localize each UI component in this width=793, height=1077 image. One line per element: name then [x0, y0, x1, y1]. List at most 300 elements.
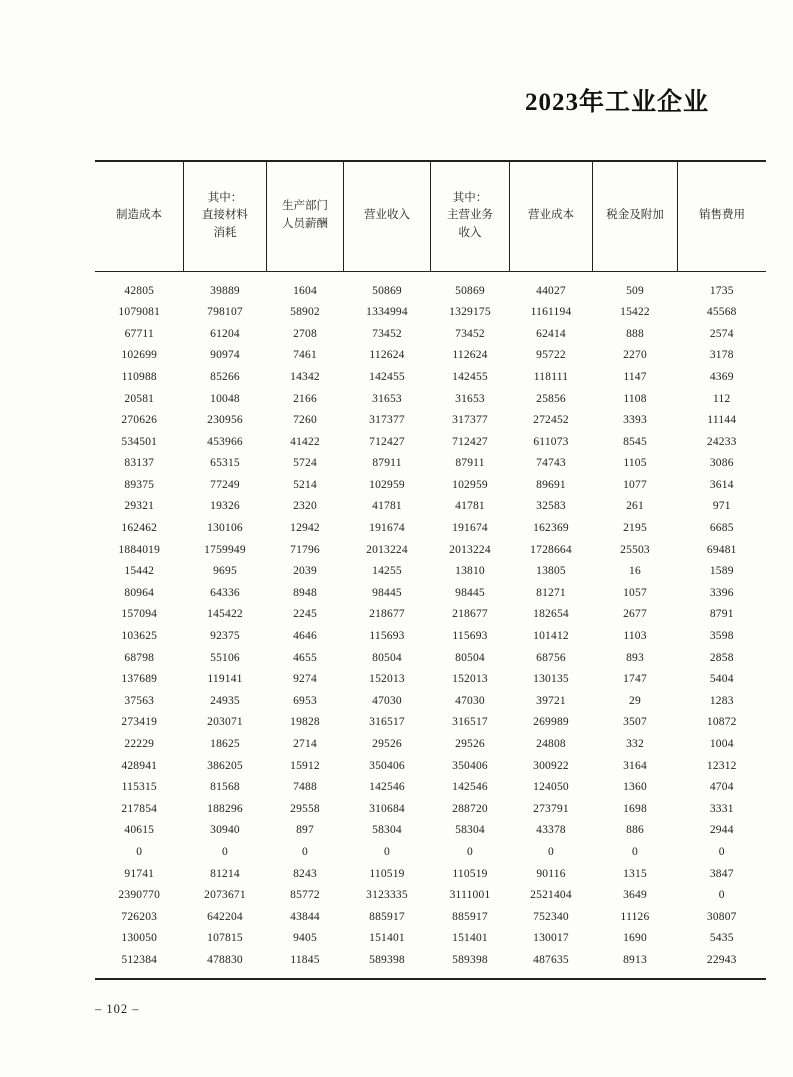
table-cell: 6685 — [709, 522, 734, 535]
table-cell: 893 — [626, 651, 644, 664]
table-cell: 589398 — [452, 953, 488, 966]
table-cell: 2166 — [293, 392, 317, 405]
table-cell: 98445 — [455, 586, 485, 599]
table-cell: 3164 — [623, 759, 647, 772]
table-cell: 151401 — [369, 932, 405, 945]
table-cell: 611073 — [533, 435, 569, 448]
table-cell: 1004 — [709, 738, 734, 751]
table-cell: 191674 — [369, 522, 405, 535]
table-cell: 110519 — [452, 867, 488, 880]
table-cell: 712427 — [452, 435, 488, 448]
table-cell: 0 — [467, 845, 473, 858]
table-cell: 50869 — [372, 284, 402, 297]
table-cell: 317377 — [369, 414, 405, 427]
table-cell: 1057 — [623, 586, 647, 599]
table-row — [95, 756, 766, 778]
table-cell: 182654 — [533, 608, 569, 621]
table-cell: 71796 — [290, 543, 320, 556]
table-cell: 157094 — [121, 608, 158, 621]
table-cell: 310684 — [369, 802, 405, 815]
table-cell: 112624 — [452, 349, 488, 362]
table-row — [95, 669, 766, 691]
table-cell: 350406 — [452, 759, 488, 772]
table-cell: 68756 — [536, 651, 566, 664]
table-row — [95, 820, 766, 842]
table-cell: 386205 — [207, 759, 243, 772]
table-cell: 2073671 — [204, 889, 246, 902]
table-cell: 12942 — [290, 522, 320, 535]
table-cell: 145422 — [207, 608, 243, 621]
table-cell: 1759949 — [204, 543, 246, 556]
table-cell: 10872 — [706, 716, 737, 729]
table-cell: 11144 — [707, 414, 737, 427]
table-cell: 20581 — [124, 392, 155, 405]
table-cell: 29321 — [124, 500, 155, 513]
table-cell: 142455 — [452, 370, 488, 383]
table-cell: 712427 — [369, 435, 405, 448]
table-cell: 1077 — [623, 478, 647, 491]
table-cell: 5724 — [293, 457, 317, 470]
table-cell: 151401 — [452, 932, 488, 945]
table-cell: 1105 — [623, 457, 647, 470]
table-cell: 69481 — [706, 543, 737, 556]
table-cell: 9695 — [213, 565, 237, 578]
table-row — [95, 777, 766, 799]
table-cell: 752340 — [533, 910, 569, 923]
table-cell: 269989 — [533, 716, 569, 729]
table-cell: 89375 — [124, 478, 155, 491]
table-row — [95, 648, 766, 670]
table-cell: 81214 — [210, 867, 240, 880]
table-cell: 130017 — [533, 932, 569, 945]
table-row — [95, 561, 766, 583]
column-header-operating-cost: 营业成本 — [510, 161, 593, 271]
table-cell: 7488 — [293, 781, 317, 794]
table-cell: 15422 — [620, 306, 650, 319]
table-cell: 22943 — [706, 953, 737, 966]
table-cell: 130135 — [533, 673, 569, 686]
table-cell: 115693 — [369, 630, 405, 643]
table-row — [95, 583, 766, 605]
table-cell: 0 — [632, 845, 638, 858]
table-cell: 112 — [713, 392, 731, 405]
table-cell: 3393 — [623, 414, 647, 427]
table-cell: 87911 — [455, 457, 485, 470]
table-cell: 85266 — [210, 370, 240, 383]
table-cell: 1728664 — [530, 543, 572, 556]
table-cell: 2270 — [623, 349, 647, 362]
column-header-direct-material-consumption: 其中： 直接材料 消耗 — [184, 161, 267, 271]
table-cell: 1735 — [709, 284, 734, 297]
table-cell: 2195 — [623, 522, 647, 535]
table-cell: 1884019 — [118, 543, 161, 556]
table-cell: 30940 — [210, 824, 240, 837]
table-cell: 428941 — [121, 759, 158, 772]
table-cell: 14255 — [372, 565, 402, 578]
table-cell: 58902 — [290, 306, 320, 319]
table-cell: 217854 — [121, 802, 158, 815]
table-cell: 58304 — [455, 824, 485, 837]
table-cell: 453966 — [207, 435, 243, 448]
table-cell: 41422 — [290, 435, 320, 448]
table-cell: 103625 — [121, 630, 158, 643]
table-cell: 92375 — [210, 630, 240, 643]
table-cell: 30807 — [706, 910, 737, 923]
table-row — [95, 324, 766, 346]
table-cell: 3507 — [623, 716, 647, 729]
column-header-manufacturing-cost: 制造成本 — [95, 161, 184, 271]
table-row — [95, 271, 766, 302]
table-cell: 43378 — [536, 824, 566, 837]
table-cell: 115315 — [121, 781, 157, 794]
table-row — [95, 540, 766, 562]
table-row — [95, 799, 766, 821]
table-cell: 58304 — [372, 824, 402, 837]
table-cell: 118111 — [533, 370, 569, 383]
table-cell: 9405 — [293, 932, 317, 945]
table-cell: 101412 — [533, 630, 569, 643]
table-cell: 3178 — [709, 349, 734, 362]
table-cell: 0 — [384, 845, 390, 858]
table-cell: 15912 — [290, 759, 320, 772]
table-cell: 4369 — [709, 370, 734, 383]
table-cell: 90974 — [210, 349, 240, 362]
table-cell: 3086 — [709, 457, 734, 470]
table-cell: 2320 — [293, 500, 317, 513]
column-header-operating-revenue: 营业收入 — [344, 161, 431, 271]
table-row — [95, 734, 766, 756]
table-cell: 8948 — [293, 586, 317, 599]
table-row — [95, 475, 766, 497]
table-cell: 0 — [222, 845, 228, 858]
table-cell: 897 — [296, 824, 314, 837]
table-cell: 8913 — [623, 953, 647, 966]
table-cell: 13810 — [455, 565, 485, 578]
table-cell: 2390770 — [118, 889, 161, 902]
table-cell: 0 — [302, 845, 308, 858]
table-cell: 7260 — [293, 414, 317, 427]
table-cell: 43844 — [290, 910, 320, 923]
table-cell: 888 — [626, 327, 644, 340]
table-cell: 218677 — [369, 608, 405, 621]
table-cell: 288720 — [452, 802, 488, 815]
table-header-row — [95, 161, 766, 271]
table-cell: 971 — [712, 500, 731, 513]
table-cell: 4655 — [293, 651, 317, 664]
statistics-table — [95, 160, 766, 980]
table-cell: 9274 — [293, 673, 317, 686]
table-cell: 1360 — [623, 781, 647, 794]
table-cell: 115693 — [452, 630, 488, 643]
table-cell: 12312 — [706, 759, 737, 772]
table-row — [95, 626, 766, 648]
table-cell: 316517 — [452, 716, 488, 729]
table-cell: 137689 — [121, 673, 158, 686]
table-cell: 39721 — [536, 694, 566, 707]
table-cell: 162369 — [533, 522, 569, 535]
table-cell: 44027 — [536, 284, 566, 297]
table-cell: 726203 — [121, 910, 158, 923]
table-cell: 8791 — [709, 608, 734, 621]
table-cell: 32583 — [536, 500, 566, 513]
column-header-production-staff-compensation: 生产部门 人员薪酬 — [267, 161, 344, 271]
table-cell: 73452 — [372, 327, 402, 340]
table-cell: 188296 — [207, 802, 243, 815]
table-cell: 1283 — [709, 694, 734, 707]
table-cell: 81271 — [536, 586, 566, 599]
table-cell: 3331 — [709, 802, 734, 815]
table-row — [95, 928, 766, 950]
table-cell: 478830 — [207, 953, 243, 966]
table-cell: 4646 — [293, 630, 317, 643]
table-cell: 2013224 — [366, 543, 408, 556]
table-cell: 62414 — [536, 327, 566, 340]
table-cell: 3614 — [709, 478, 734, 491]
table-cell: 18625 — [210, 738, 240, 751]
table-cell: 512384 — [121, 953, 158, 966]
table-cell: 316517 — [369, 716, 405, 729]
table-cell: 87911 — [372, 457, 402, 470]
table-cell: 7461 — [293, 349, 317, 362]
table-cell: 272452 — [533, 414, 569, 427]
table-cell: 50869 — [455, 284, 485, 297]
table-cell: 102959 — [452, 478, 488, 491]
table-cell: 2677 — [623, 608, 647, 621]
table-cell: 11845 — [290, 953, 320, 966]
table-row — [95, 367, 766, 389]
table-cell: 487635 — [533, 953, 569, 966]
page-title: 2023年工业企业 — [524, 89, 709, 116]
table-cell: 81568 — [210, 781, 240, 794]
table-cell: 142546 — [369, 781, 405, 794]
table-cell: 3649 — [623, 889, 647, 902]
table-cell: 2714 — [293, 738, 317, 751]
table-cell: 112624 — [369, 349, 405, 362]
table-cell: 37563 — [124, 694, 155, 707]
table-cell: 45568 — [706, 306, 737, 319]
table-row — [95, 691, 766, 713]
table-cell: 5404 — [709, 673, 734, 686]
table-cell: 142546 — [452, 781, 488, 794]
table-cell: 2039 — [293, 565, 317, 578]
table-cell: 2708 — [293, 327, 317, 340]
table-cell: 162462 — [121, 522, 158, 535]
table-cell: 203071 — [207, 716, 243, 729]
table-row — [95, 842, 766, 864]
table-header — [95, 161, 766, 271]
table-cell: 1147 — [623, 370, 647, 383]
table-cell: 13805 — [536, 565, 566, 578]
table-cell: 1747 — [623, 673, 647, 686]
table-cell: 885917 — [369, 910, 405, 923]
table-cell: 29526 — [455, 738, 485, 751]
table-cell: 31653 — [372, 392, 402, 405]
table-cell: 0 — [136, 845, 143, 858]
table-cell: 65315 — [210, 457, 240, 470]
table-cell: 24233 — [706, 435, 737, 448]
table-cell: 317377 — [452, 414, 488, 427]
table-cell: 1161194 — [530, 306, 572, 319]
table-cell: 1329175 — [449, 306, 491, 319]
table-cell: 67711 — [124, 327, 154, 340]
table-cell: 15442 — [124, 565, 155, 578]
table-cell: 0 — [548, 845, 554, 858]
table-row — [95, 410, 766, 432]
table-cell: 273791 — [533, 802, 569, 815]
table-cell: 11126 — [620, 910, 650, 923]
table-cell: 8243 — [293, 867, 317, 880]
table-row — [95, 518, 766, 540]
table-cell: 3396 — [709, 586, 734, 599]
table-cell: 2574 — [709, 327, 734, 340]
table-cell: 19828 — [290, 716, 320, 729]
table-cell: 0 — [718, 889, 725, 902]
table-cell: 80504 — [372, 651, 402, 664]
table-cell: 89691 — [536, 478, 566, 491]
table-cell: 1604 — [293, 284, 317, 297]
table-cell: 1315 — [623, 867, 647, 880]
table-row — [95, 388, 766, 410]
table-cell: 14342 — [290, 370, 320, 383]
table-cell: 589398 — [369, 953, 405, 966]
table-cell: 73452 — [455, 327, 485, 340]
table-cell: 152013 — [452, 673, 488, 686]
table-cell: 68798 — [124, 651, 155, 664]
table-cell: 19326 — [210, 500, 240, 513]
table-row — [95, 885, 766, 907]
table-cell: 0 — [718, 845, 725, 858]
table-cell: 29526 — [372, 738, 402, 751]
table-cell: 110988 — [121, 370, 157, 383]
table-cell: 798107 — [207, 306, 243, 319]
table-cell: 24808 — [536, 738, 566, 751]
table-cell: 218677 — [452, 608, 488, 621]
table-cell: 300922 — [533, 759, 569, 772]
table-cell: 98445 — [372, 586, 402, 599]
table-cell: 74743 — [536, 457, 566, 470]
table-cell: 110519 — [369, 867, 405, 880]
table-cell: 85772 — [290, 889, 320, 902]
table-cell: 273419 — [121, 716, 158, 729]
table-cell: 29558 — [290, 802, 320, 815]
table-cell: 95722 — [536, 349, 566, 362]
table-cell: 91741 — [124, 867, 155, 880]
table-cell: 31653 — [455, 392, 485, 405]
table-cell: 22229 — [124, 738, 155, 751]
table-cell: 1103 — [623, 630, 647, 643]
table-row — [95, 453, 766, 475]
table-cell: 40615 — [124, 824, 155, 837]
table-cell: 1589 — [709, 565, 734, 578]
table-row — [95, 864, 766, 886]
table-cell: 64336 — [210, 586, 240, 599]
table-cell: 77249 — [210, 478, 240, 491]
table-cell: 25856 — [536, 392, 566, 405]
table-cell: 39889 — [210, 284, 240, 297]
table-cell: 642204 — [207, 910, 243, 923]
table-cell: 61204 — [210, 327, 240, 340]
table-cell: 3847 — [709, 867, 734, 880]
table-cell: 142455 — [369, 370, 405, 383]
table-cell: 1698 — [623, 802, 647, 815]
table-cell: 41781 — [455, 500, 485, 513]
table-cell: 47030 — [455, 694, 485, 707]
table-row — [95, 432, 766, 454]
table-cell: 6953 — [293, 694, 317, 707]
table-cell: 119141 — [207, 673, 243, 686]
table-cell: 3598 — [709, 630, 734, 643]
table-cell: 885917 — [452, 910, 488, 923]
table-cell: 10048 — [210, 392, 240, 405]
table-cell: 2013224 — [449, 543, 491, 556]
table-cell: 2944 — [709, 824, 734, 837]
table-row — [95, 302, 766, 324]
column-header-taxes-and-surcharges: 税金及附加 — [593, 161, 678, 271]
table-cell: 3111001 — [449, 889, 491, 902]
table-cell: 90116 — [536, 867, 566, 880]
table-cell: 80964 — [124, 586, 155, 599]
table-row — [95, 712, 766, 734]
table-body — [95, 271, 766, 979]
table-cell: 5214 — [293, 478, 317, 491]
table-cell: 1690 — [623, 932, 647, 945]
table-cell: 332 — [626, 738, 644, 751]
table-cell: 350406 — [369, 759, 405, 772]
table-cell: 102699 — [121, 349, 158, 362]
column-header-selling-expenses: 销售费用 — [678, 161, 767, 271]
table-cell: 42805 — [124, 284, 155, 297]
table-cell: 191674 — [452, 522, 488, 535]
table-cell: 41781 — [372, 500, 402, 513]
table-cell: 886 — [626, 824, 644, 837]
table-cell: 8545 — [623, 435, 647, 448]
table-cell: 509 — [626, 284, 644, 297]
table-cell: 107815 — [207, 932, 243, 945]
table-cell: 5435 — [709, 932, 734, 945]
table-cell: 261 — [626, 500, 644, 513]
table-cell: 25503 — [620, 543, 650, 556]
table-row — [95, 345, 766, 367]
table-cell: 3123335 — [366, 889, 408, 902]
table-cell: 130050 — [121, 932, 158, 945]
table-cell: 83137 — [124, 457, 155, 470]
table-cell: 124050 — [533, 781, 569, 794]
table-row — [95, 950, 766, 979]
table-cell: 2858 — [709, 651, 734, 664]
table-cell: 29 — [629, 694, 641, 707]
column-header-main-business-revenue: 其中： 主营业务 收入 — [431, 161, 510, 271]
table-cell: 16 — [629, 565, 641, 578]
table-cell: 230956 — [207, 414, 243, 427]
table-row — [95, 496, 766, 518]
table-row — [95, 907, 766, 929]
table-cell: 102959 — [369, 478, 405, 491]
table-cell: 152013 — [369, 673, 405, 686]
table-cell: 270626 — [121, 414, 158, 427]
table-cell: 80504 — [455, 651, 485, 664]
table-cell: 47030 — [372, 694, 402, 707]
table-cell: 24935 — [210, 694, 240, 707]
page-number: – 102 – — [95, 1002, 140, 1016]
table-cell: 130106 — [207, 522, 243, 535]
table-row — [95, 604, 766, 626]
table-cell: 2521404 — [530, 889, 572, 902]
table-cell: 534501 — [121, 435, 158, 448]
table-cell: 1334994 — [366, 306, 408, 319]
table-cell: 4704 — [709, 781, 734, 794]
table-cell: 2245 — [293, 608, 317, 621]
table-cell: 55106 — [210, 651, 240, 664]
